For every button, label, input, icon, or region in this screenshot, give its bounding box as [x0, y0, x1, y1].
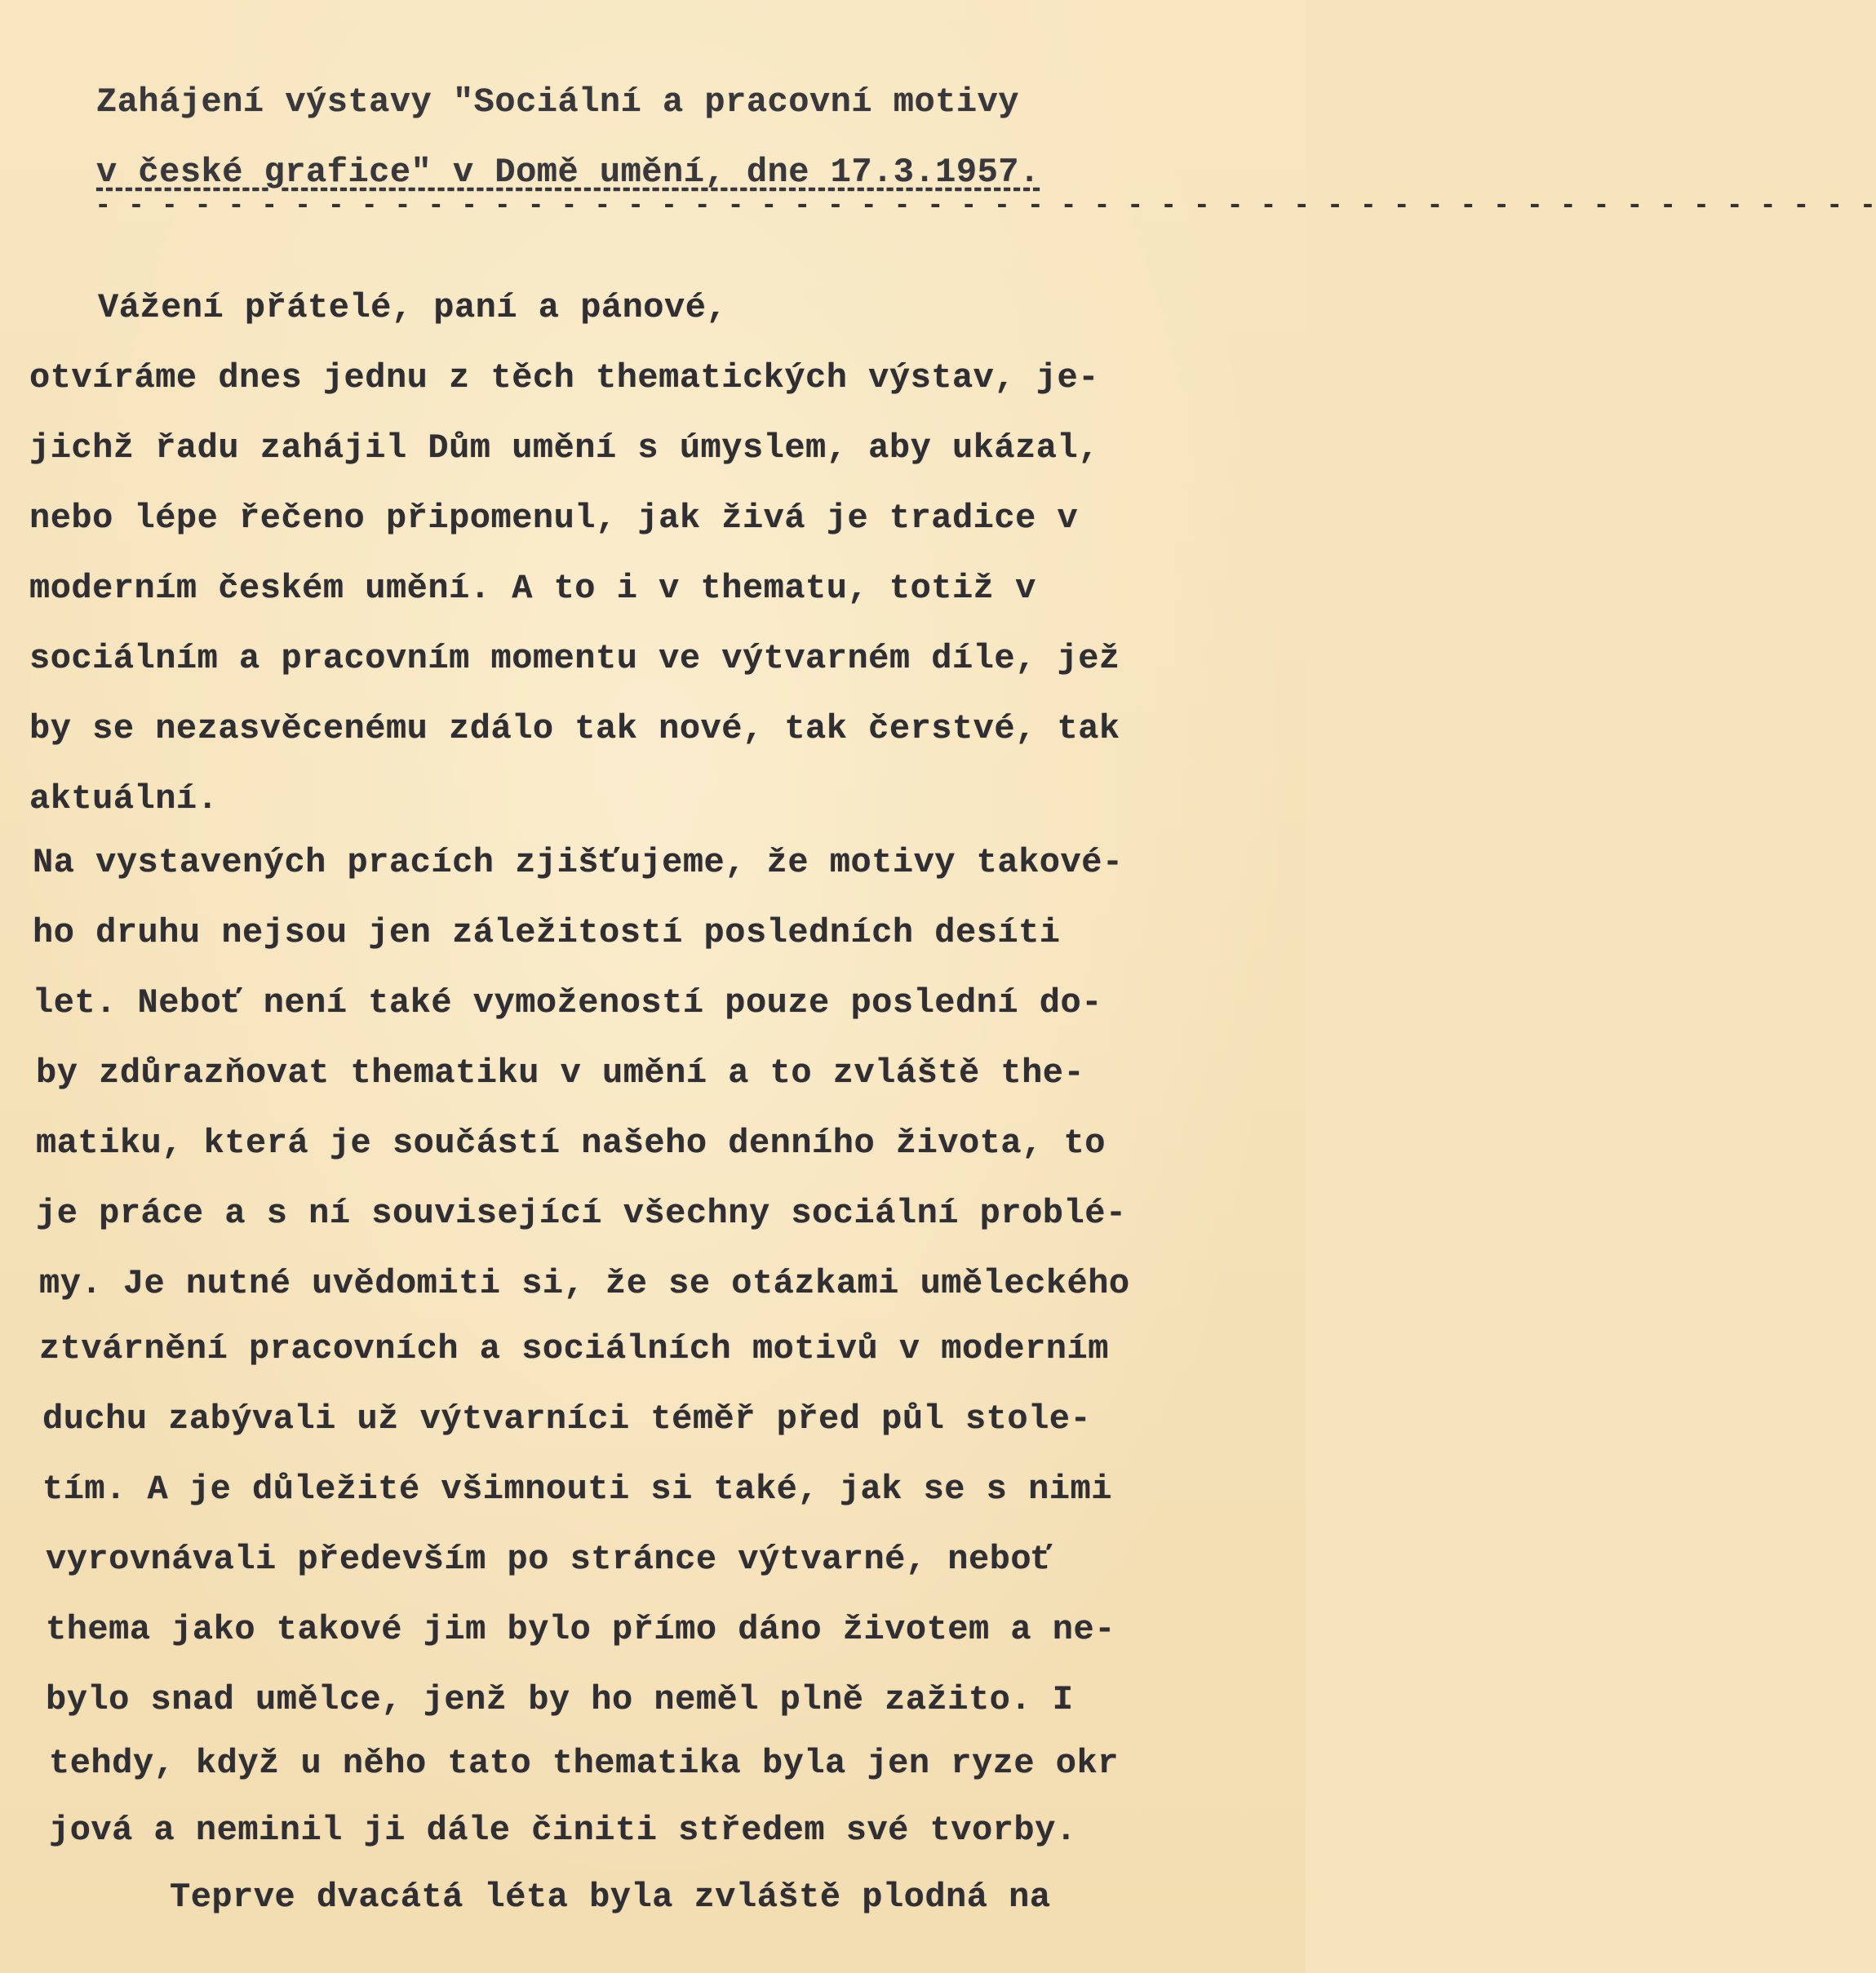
body-line: by se nezasvěcenému zdálo tak nové, tak čerstvé, tak — [29, 709, 1120, 748]
salutation-line: Vážení přátelé, paní a pánové, — [98, 288, 728, 327]
body-line: Na vystavených pracích zjišťujeme, že motivy takové- — [33, 843, 1124, 882]
body-line: moderním českém umění. A to i v thematu, totiž v — [29, 569, 1036, 608]
body-line: let. Neboť není také vymožeností pouze poslední do- — [33, 983, 1102, 1022]
body-line: ho druhu nejsou jen záležitostí posledních desíti — [33, 913, 1061, 952]
body-line: by zdůrazňovat thematiku v umění a to zvláště the- — [36, 1053, 1085, 1093]
body-line: aktuální. — [29, 779, 219, 818]
body-line: ztvárnění pracovních a sociálních motivů v moderním — [39, 1329, 1109, 1368]
body-line: tehdy, když u něho tato thematika byla jen ryze okr — [49, 1744, 1119, 1783]
body-line: je práce a s ní související všechny sociální problé- — [36, 1194, 1127, 1233]
body-line: matiku, která je součástí našeho denního života, to — [36, 1124, 1106, 1163]
body-line: nebo lépe řečeno připomenul, jak živá je tradice v — [29, 499, 1079, 538]
title-line-1: Zahájení výstavy "Sociální a pracovní motivy — [96, 82, 1019, 122]
body-line: sociálním a pracovním momentu ve výtvarném díle, jež — [29, 639, 1120, 678]
title-dash-rule: - - - - - - - - - - - - - - - - - - - - - - - - - - - - - - - - - - - - - - - - - - - - - - - - - - - - - - — [95, 191, 1876, 222]
body-line: my. Je nutné uvědomiti si, že se otázkami uměleckého — [39, 1264, 1130, 1303]
body-line: duchu zabývali už výtvarníci téměř před půl stole- — [42, 1399, 1092, 1439]
body-line: tím. A je důležité všimnouti si také, jak se s nimi — [42, 1470, 1112, 1509]
body-line: vyrovnávali především po stránce výtvarné, neboť — [46, 1540, 1053, 1579]
body-line: bylo snad umělce, jenž by ho neměl plně zažito. I — [46, 1680, 1074, 1719]
body-line: jichž řadu zahájil Dům umění s úmyslem, aby ukázal, — [29, 428, 1099, 468]
title-line-2: v české grafice" v Domě umění, dne 17.3.1957. — [96, 153, 1040, 192]
body-line: Teprve dvacátá léta byla zvláště plodná na — [170, 1878, 1051, 1917]
body-line: thema jako takové jim bylo přímo dáno životem a ne- — [46, 1610, 1115, 1649]
body-line: jová a neminil ji dále činiti středem své tvorby. — [49, 1811, 1077, 1850]
body-line: otvíráme dnes jednu z těch thematických výstav, je- — [29, 358, 1099, 397]
